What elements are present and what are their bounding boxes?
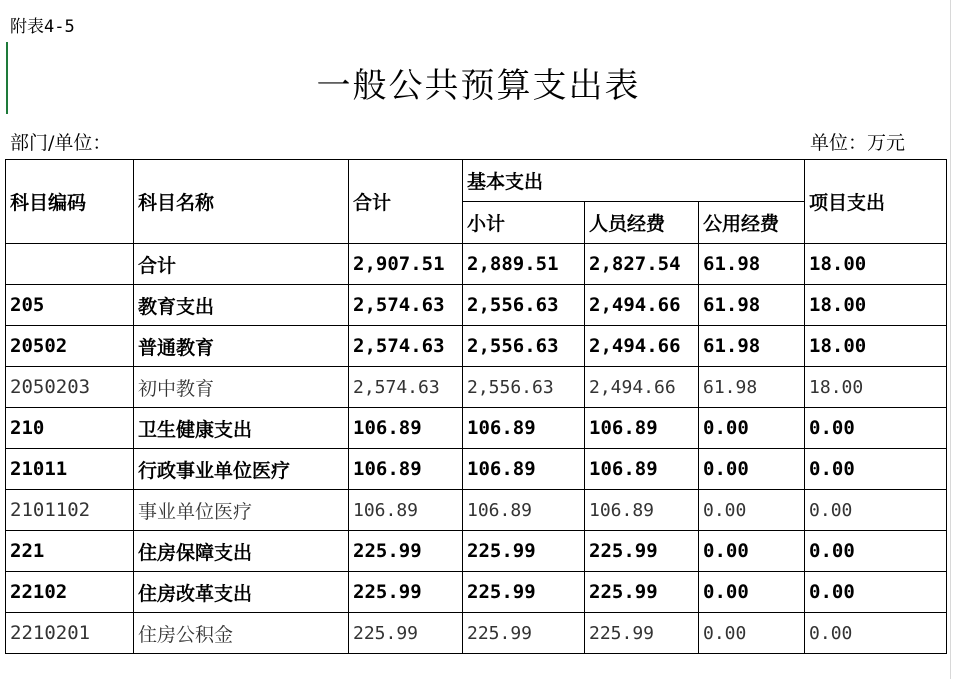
cell-personnel[interactable]: 2,494.66 xyxy=(585,326,699,367)
cell-subtotal[interactable]: 2,556.63 xyxy=(463,367,585,408)
table-row xyxy=(6,285,947,326)
cell-name[interactable]: 普通教育 xyxy=(134,326,349,367)
cell-total[interactable]: 225.99 xyxy=(349,531,463,572)
cell-name[interactable]: 教育支出 xyxy=(134,285,349,326)
cell-subtotal[interactable]: 225.99 xyxy=(463,572,585,613)
header-public[interactable]: 公用经费 xyxy=(699,202,805,244)
table-row xyxy=(6,244,947,285)
cell-subtotal[interactable]: 106.89 xyxy=(463,490,585,531)
table-row xyxy=(6,367,947,408)
cell-subtotal[interactable]: 2,556.63 xyxy=(463,326,585,367)
cell-public[interactable]: 61.98 xyxy=(699,285,805,326)
cell-public[interactable]: 0.00 xyxy=(699,613,805,654)
cell-project[interactable]: 18.00 xyxy=(805,285,947,326)
cell-subtotal[interactable]: 225.99 xyxy=(463,613,585,654)
cell-name[interactable]: 合计 xyxy=(134,244,349,285)
cell-project[interactable]: 18.00 xyxy=(805,244,947,285)
header-personnel[interactable]: 人员经费 xyxy=(585,202,699,244)
header-subtotal[interactable]: 小计 xyxy=(463,202,585,244)
cell-total[interactable]: 106.89 xyxy=(349,490,463,531)
cell-code[interactable]: 2101102 xyxy=(6,490,134,531)
cell-total[interactable]: 106.89 xyxy=(349,449,463,490)
annex-label: 附表4-5 xyxy=(10,17,75,37)
cell-project[interactable]: 0.00 xyxy=(805,408,947,449)
cell-total[interactable]: 225.99 xyxy=(349,572,463,613)
cell-project[interactable]: 18.00 xyxy=(805,367,947,408)
cell-personnel[interactable]: 2,827.54 xyxy=(585,244,699,285)
cell-project[interactable]: 0.00 xyxy=(805,531,947,572)
table-row xyxy=(6,531,947,572)
budget-table xyxy=(5,159,947,654)
cell-project[interactable]: 0.00 xyxy=(805,572,947,613)
table-row xyxy=(6,326,947,367)
cell-subtotal[interactable]: 225.99 xyxy=(463,531,585,572)
cell-code[interactable] xyxy=(6,244,134,285)
header-basic[interactable]: 基本支出 xyxy=(463,160,805,202)
cell-subtotal[interactable]: 2,889.51 xyxy=(463,244,585,285)
unit-label: 单位：万元 xyxy=(810,132,906,154)
table-row xyxy=(6,613,947,654)
cell-subtotal[interactable]: 2,556.63 xyxy=(463,285,585,326)
table-row xyxy=(6,572,947,613)
cell-project[interactable]: 18.00 xyxy=(805,326,947,367)
cell-total[interactable]: 225.99 xyxy=(349,613,463,654)
cell-subtotal[interactable]: 106.89 xyxy=(463,449,585,490)
cell-code[interactable]: 2210201 xyxy=(6,613,134,654)
cell-personnel[interactable]: 106.89 xyxy=(585,408,699,449)
cell-project[interactable]: 0.00 xyxy=(805,449,947,490)
cell-code[interactable]: 2050203 xyxy=(6,367,134,408)
page-title: 一般公共预算支出表 xyxy=(316,66,641,106)
cell-public[interactable]: 0.00 xyxy=(699,490,805,531)
cell-name[interactable]: 卫生健康支出 xyxy=(134,408,349,449)
cell-name[interactable]: 初中教育 xyxy=(134,367,349,408)
cell-public[interactable]: 0.00 xyxy=(699,572,805,613)
cell-name[interactable]: 住房公积金 xyxy=(134,613,349,654)
cell-total[interactable]: 2,574.63 xyxy=(349,285,463,326)
cell-code[interactable]: 210 xyxy=(6,408,134,449)
cell-total[interactable]: 2,574.63 xyxy=(349,367,463,408)
cell-public[interactable]: 61.98 xyxy=(699,367,805,408)
cell-subtotal[interactable]: 106.89 xyxy=(463,408,585,449)
cell-code[interactable]: 221 xyxy=(6,531,134,572)
cell-personnel[interactable]: 106.89 xyxy=(585,449,699,490)
table-row xyxy=(6,490,947,531)
cell-name[interactable]: 住房改革支出 xyxy=(134,572,349,613)
cell-code[interactable]: 21011 xyxy=(6,449,134,490)
cell-public[interactable]: 61.98 xyxy=(699,244,805,285)
cell-code[interactable]: 22102 xyxy=(6,572,134,613)
cell-personnel[interactable]: 225.99 xyxy=(585,613,699,654)
cell-public[interactable]: 0.00 xyxy=(699,408,805,449)
table-row xyxy=(6,408,947,449)
cell-personnel[interactable]: 2,494.66 xyxy=(585,367,699,408)
cell-name[interactable]: 住房保障支出 xyxy=(134,531,349,572)
cell-code[interactable]: 20502 xyxy=(6,326,134,367)
header-total[interactable]: 合计 xyxy=(349,160,463,244)
cell-total[interactable]: 2,907.51 xyxy=(349,244,463,285)
dept-label: 部门/单位： xyxy=(10,132,112,154)
cell-name[interactable]: 行政事业单位医疗 xyxy=(134,449,349,490)
cell-public[interactable]: 61.98 xyxy=(699,326,805,367)
cell-total[interactable]: 2,574.63 xyxy=(349,326,463,367)
cell-project[interactable]: 0.00 xyxy=(805,490,947,531)
cell-public[interactable]: 0.00 xyxy=(699,449,805,490)
cell-personnel[interactable]: 2,494.66 xyxy=(585,285,699,326)
cell-code[interactable]: 205 xyxy=(6,285,134,326)
header-project[interactable]: 项目支出 xyxy=(805,160,947,244)
header-code[interactable]: 科目编码 xyxy=(6,160,134,244)
table-row xyxy=(6,449,947,490)
cell-public[interactable]: 0.00 xyxy=(699,531,805,572)
cell-personnel[interactable]: 225.99 xyxy=(585,531,699,572)
cell-project[interactable]: 0.00 xyxy=(805,613,947,654)
cell-personnel[interactable]: 225.99 xyxy=(585,572,699,613)
cell-personnel[interactable]: 106.89 xyxy=(585,490,699,531)
header-name[interactable]: 科目名称 xyxy=(134,160,349,244)
cell-total[interactable]: 106.89 xyxy=(349,408,463,449)
header-row xyxy=(6,160,947,202)
cell-name[interactable]: 事业单位医疗 xyxy=(134,490,349,531)
